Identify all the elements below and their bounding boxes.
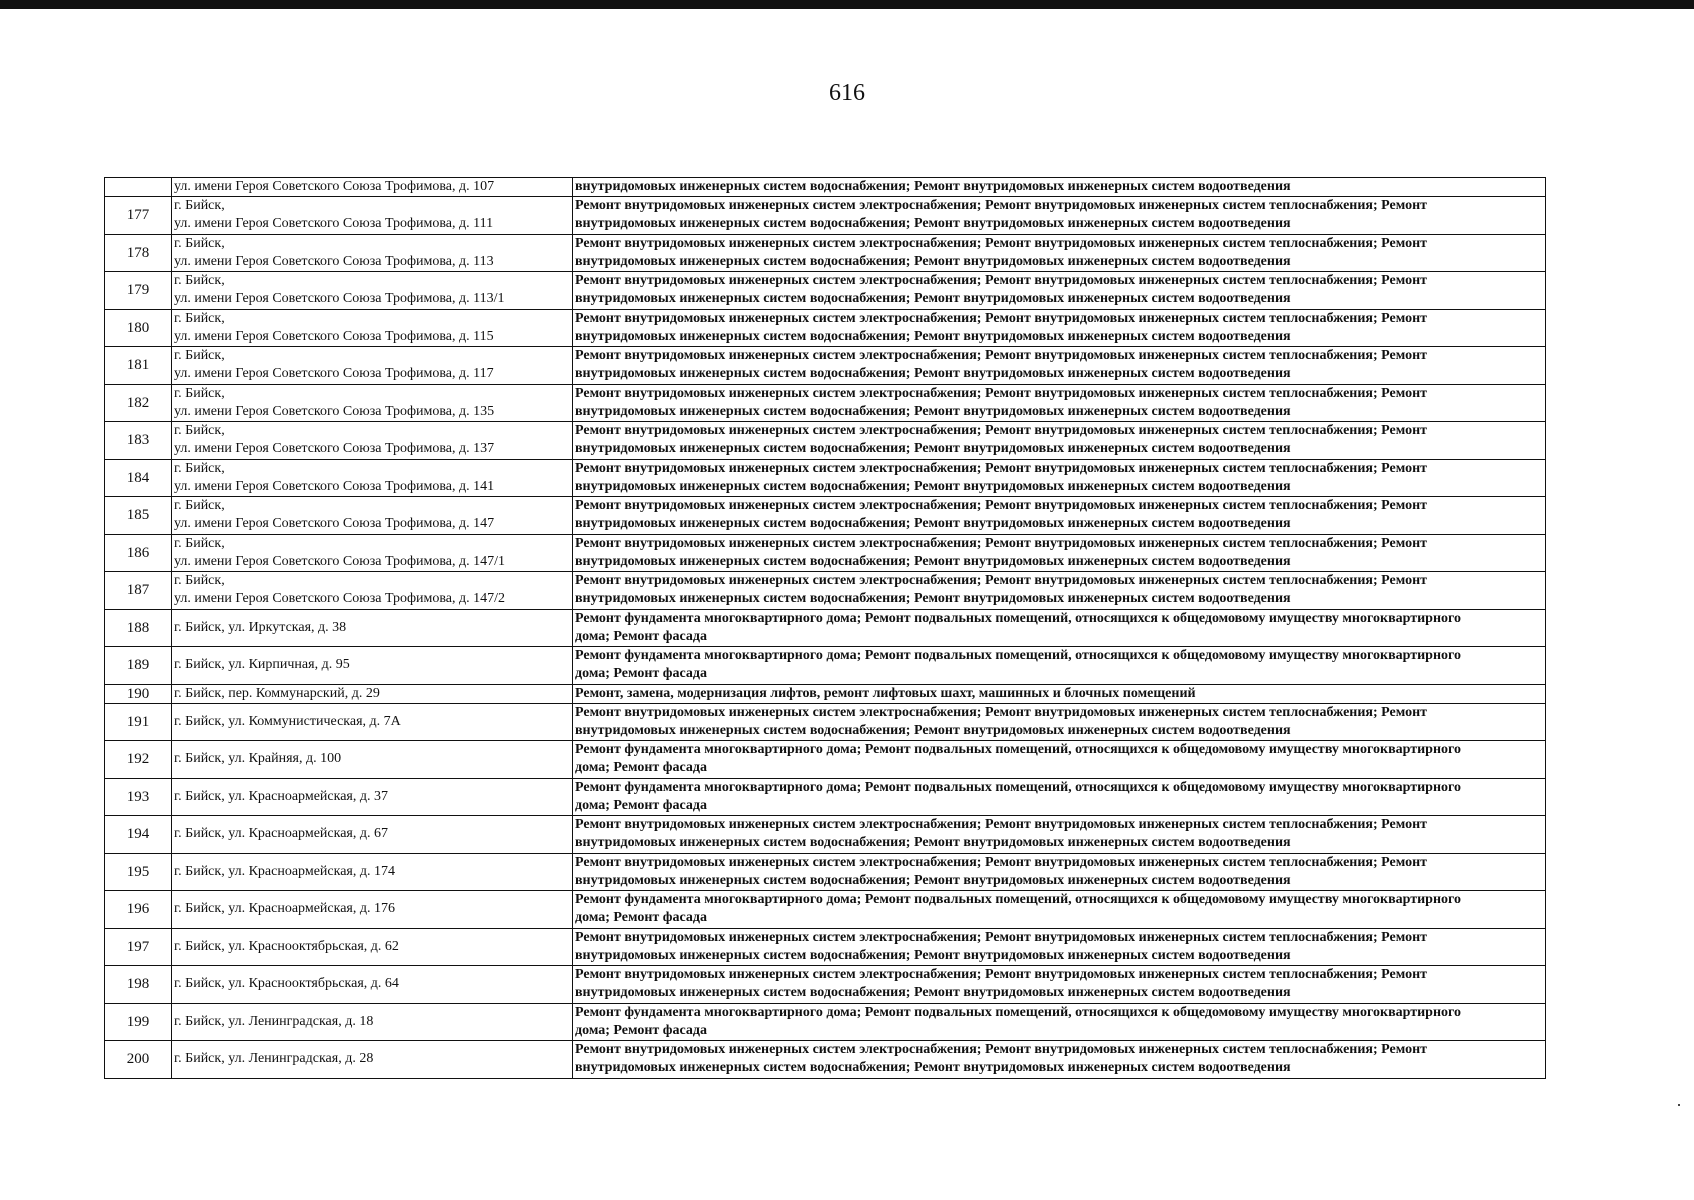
table-row — [105, 966, 1546, 1004]
works-cell: Ремонт внутридомовых инженерных систем электроснабжения; Ремонт внутридомовых инженерных систем теплоснабжения; Ремонт внутридомовых инженерных систем водоснабжения; Ремонт внутридомовых инженерных систем водоотведения — [573, 309, 1546, 347]
table-row — [105, 459, 1546, 497]
scan-speck — [1678, 1104, 1680, 1106]
address-cell: г. Бийск, ул. Красноармейская, д. 37 — [172, 778, 573, 816]
address-cell: г. Бийск, ул. имени Героя Советского Союза Трофимова, д. 135 — [172, 384, 573, 422]
table-row — [105, 197, 1546, 235]
address-cell: г. Бийск, ул. Кирпичная, д. 95 — [172, 647, 573, 685]
address-cell: г. Бийск, ул. имени Героя Советского Союза Трофимова, д. 137 — [172, 422, 573, 460]
table-row — [105, 234, 1546, 272]
table-row — [105, 422, 1546, 460]
address-cell: г. Бийск, ул. имени Героя Советского Союза Трофимова, д. 117 — [172, 347, 573, 385]
row-number-cell: 193 — [105, 778, 172, 816]
scan-top-border — [0, 0, 1694, 9]
page-number: 616 — [829, 80, 865, 106]
row-number-cell: 178 — [105, 234, 172, 272]
table-body — [105, 178, 1546, 1079]
row-number-cell: 194 — [105, 816, 172, 854]
row-number-cell: 179 — [105, 272, 172, 310]
row-number-cell: 180 — [105, 309, 172, 347]
address-cell: г. Бийск, ул. имени Героя Советского Союза Трофимова, д. 147/2 — [172, 572, 573, 610]
works-cell: Ремонт внутридомовых инженерных систем электроснабжения; Ремонт внутридомовых инженерных систем теплоснабжения; Ремонт внутридомовых инженерных систем водоснабжения; Ремонт внутридомовых инженерных систем водоотведения — [573, 384, 1546, 422]
works-cell: Ремонт внутридомовых инженерных систем электроснабжения; Ремонт внутридомовых инженерных систем теплоснабжения; Ремонт внутридомовых инженерных систем водоснабжения; Ремонт внутридомовых инженерных систем водоотведения — [573, 347, 1546, 385]
works-cell: Ремонт внутридомовых инженерных систем электроснабжения; Ремонт внутридомовых инженерных систем теплоснабжения; Ремонт внутридомовых инженерных систем водоснабжения; Ремонт внутридомовых инженерных систем водоотведения — [573, 422, 1546, 460]
row-number-cell: 192 — [105, 741, 172, 779]
address-cell: ул. имени Героя Советского Союза Трофимова, д. 107 — [172, 178, 573, 197]
address-cell: г. Бийск, ул. Иркутская, д. 38 — [172, 609, 573, 647]
works-cell: Ремонт фундамента многоквартирного дома; Ремонт подвальных помещений, относящихся к общедомовому имуществу многоквартирного дома; Ремонт фасада — [573, 778, 1546, 816]
works-cell: Ремонт внутридомовых инженерных систем электроснабжения; Ремонт внутридомовых инженерных систем теплоснабжения; Ремонт внутридомовых инженерных систем водоснабжения; Ремонт внутридомовых инженерных систем водоотведения — [573, 853, 1546, 891]
address-cell: г. Бийск, ул. Краснооктябрьская, д. 62 — [172, 928, 573, 966]
works-cell: Ремонт фундамента многоквартирного дома; Ремонт подвальных помещений, относящихся к общедомовому имуществу многоквартирного дома; Ремонт фасада — [573, 1003, 1546, 1041]
row-number-cell: 177 — [105, 197, 172, 235]
table-row — [105, 272, 1546, 310]
address-cell: г. Бийск, ул. Красноармейская, д. 176 — [172, 891, 573, 929]
table-row — [105, 647, 1546, 685]
address-cell: г. Бийск, ул. Красноармейская, д. 174 — [172, 853, 573, 891]
works-cell: Ремонт внутридомовых инженерных систем электроснабжения; Ремонт внутридомовых инженерных систем теплоснабжения; Ремонт внутридомовых инженерных систем водоснабжения; Ремонт внутридомовых инженерных систем водоотведения — [573, 1041, 1546, 1079]
table-row — [105, 816, 1546, 854]
works-cell: Ремонт внутридомовых инженерных систем электроснабжения; Ремонт внутридомовых инженерных систем теплоснабжения; Ремонт внутридомовых инженерных систем водоснабжения; Ремонт внутридомовых инженерных систем водоотведения — [573, 459, 1546, 497]
table-row — [105, 309, 1546, 347]
row-number-cell: 200 — [105, 1041, 172, 1079]
address-cell: г. Бийск, ул. имени Героя Советского Союза Трофимова, д. 147/1 — [172, 534, 573, 572]
table-row — [105, 384, 1546, 422]
works-cell: Ремонт фундамента многоквартирного дома; Ремонт подвальных помещений, относящихся к общедомовому имуществу многоквартирного дома; Ремонт фасада — [573, 647, 1546, 685]
row-number-cell: 186 — [105, 534, 172, 572]
table-row — [105, 1003, 1546, 1041]
row-number-cell: 195 — [105, 853, 172, 891]
table-row — [105, 778, 1546, 816]
table-row — [105, 684, 1546, 703]
row-number-cell: 198 — [105, 966, 172, 1004]
row-number-cell: 197 — [105, 928, 172, 966]
works-cell: внутридомовых инженерных систем водоснабжения; Ремонт внутридомовых инженерных систем водоотведения — [573, 178, 1546, 197]
address-cell: г. Бийск, ул. Красноармейская, д. 67 — [172, 816, 573, 854]
works-cell: Ремонт внутридомовых инженерных систем электроснабжения; Ремонт внутридомовых инженерных систем теплоснабжения; Ремонт внутридомовых инженерных систем водоснабжения; Ремонт внутридомовых инженерных систем водоотведения — [573, 534, 1546, 572]
works-cell: Ремонт внутридомовых инженерных систем электроснабжения; Ремонт внутридомовых инженерных систем теплоснабжения; Ремонт внутридомовых инженерных систем водоснабжения; Ремонт внутридомовых инженерных систем водоотведения — [573, 816, 1546, 854]
table-row — [105, 572, 1546, 610]
table-row — [105, 891, 1546, 929]
works-cell: Ремонт внутридомовых инженерных систем электроснабжения; Ремонт внутридомовых инженерных систем теплоснабжения; Ремонт внутридомовых инженерных систем водоснабжения; Ремонт внутридомовых инженерных систем водоотведения — [573, 234, 1546, 272]
repair-works-table — [104, 177, 1546, 1079]
address-cell: г. Бийск, ул. Ленинградская, д. 18 — [172, 1003, 573, 1041]
row-number-cell: 185 — [105, 497, 172, 535]
works-cell: Ремонт внутридомовых инженерных систем электроснабжения; Ремонт внутридомовых инженерных систем теплоснабжения; Ремонт внутридомовых инженерных систем водоснабжения; Ремонт внутридомовых инженерных систем водоотведения — [573, 572, 1546, 610]
row-number-cell: 191 — [105, 703, 172, 741]
table-row — [105, 853, 1546, 891]
row-number-cell: 196 — [105, 891, 172, 929]
row-number-cell: 183 — [105, 422, 172, 460]
row-number-cell: 199 — [105, 1003, 172, 1041]
table-row — [105, 1041, 1546, 1079]
address-cell: г. Бийск, ул. Крайняя, д. 100 — [172, 741, 573, 779]
works-cell: Ремонт внутридомовых инженерных систем электроснабжения; Ремонт внутридомовых инженерных систем теплоснабжения; Ремонт внутридомовых инженерных систем водоснабжения; Ремонт внутридомовых инженерных систем водоотведения — [573, 497, 1546, 535]
table-row — [105, 741, 1546, 779]
table-row — [105, 534, 1546, 572]
works-cell: Ремонт внутридомовых инженерных систем электроснабжения; Ремонт внутридомовых инженерных систем теплоснабжения; Ремонт внутридомовых инженерных систем водоснабжения; Ремонт внутридомовых инженерных систем водоотведения — [573, 928, 1546, 966]
address-cell: г. Бийск, ул. имени Героя Советского Союза Трофимова, д. 113 — [172, 234, 573, 272]
row-number-cell: 184 — [105, 459, 172, 497]
row-number-cell: 182 — [105, 384, 172, 422]
works-cell: Ремонт внутридомовых инженерных систем электроснабжения; Ремонт внутридомовых инженерных систем теплоснабжения; Ремонт внутридомовых инженерных систем водоснабжения; Ремонт внутридомовых инженерных систем водоотведения — [573, 703, 1546, 741]
works-cell: Ремонт фундамента многоквартирного дома; Ремонт подвальных помещений, относящихся к общедомовому имуществу многоквартирного дома; Ремонт фасада — [573, 741, 1546, 779]
works-cell: Ремонт внутридомовых инженерных систем электроснабжения; Ремонт внутридомовых инженерных систем теплоснабжения; Ремонт внутридомовых инженерных систем водоснабжения; Ремонт внутридомовых инженерных систем водоотведения — [573, 272, 1546, 310]
row-number-cell: 188 — [105, 609, 172, 647]
table-row — [105, 928, 1546, 966]
row-number-cell — [105, 178, 172, 197]
address-cell: г. Бийск, пер. Коммунарский, д. 29 — [172, 684, 573, 703]
table-row — [105, 703, 1546, 741]
table-row — [105, 178, 1546, 197]
address-cell: г. Бийск, ул. имени Героя Советского Союза Трофимова, д. 115 — [172, 309, 573, 347]
address-cell: г. Бийск, ул. Коммунистическая, д. 7А — [172, 703, 573, 741]
address-cell: г. Бийск, ул. имени Героя Советского Союза Трофимова, д. 141 — [172, 459, 573, 497]
works-cell: Ремонт фундамента многоквартирного дома; Ремонт подвальных помещений, относящихся к общедомовому имуществу многоквартирного дома; Ремонт фасада — [573, 891, 1546, 929]
row-number-cell: 189 — [105, 647, 172, 685]
works-cell: Ремонт внутридомовых инженерных систем электроснабжения; Ремонт внутридомовых инженерных систем теплоснабжения; Ремонт внутридомовых инженерных систем водоснабжения; Ремонт внутридомовых инженерных систем водоотведения — [573, 966, 1546, 1004]
row-number-cell: 190 — [105, 684, 172, 703]
table-row — [105, 497, 1546, 535]
address-cell: г. Бийск, ул. имени Героя Советского Союза Трофимова, д. 111 — [172, 197, 573, 235]
table-row — [105, 609, 1546, 647]
row-number-cell: 187 — [105, 572, 172, 610]
works-cell: Ремонт внутридомовых инженерных систем электроснабжения; Ремонт внутридомовых инженерных систем теплоснабжения; Ремонт внутридомовых инженерных систем водоснабжения; Ремонт внутридомовых инженерных систем водоотведения — [573, 197, 1546, 235]
table-row — [105, 347, 1546, 385]
row-number-cell: 181 — [105, 347, 172, 385]
address-cell: г. Бийск, ул. Краснооктябрьская, д. 64 — [172, 966, 573, 1004]
address-cell: г. Бийск, ул. имени Героя Советского Союза Трофимова, д. 147 — [172, 497, 573, 535]
address-cell: г. Бийск, ул. имени Героя Советского Союза Трофимова, д. 113/1 — [172, 272, 573, 310]
address-cell: г. Бийск, ул. Ленинградская, д. 28 — [172, 1041, 573, 1079]
works-cell: Ремонт фундамента многоквартирного дома; Ремонт подвальных помещений, относящихся к общедомовому имуществу многоквартирного дома; Ремонт фасада — [573, 609, 1546, 647]
works-cell: Ремонт, замена, модернизация лифтов, ремонт лифтовых шахт, машинных и блочных помещений — [573, 684, 1546, 703]
